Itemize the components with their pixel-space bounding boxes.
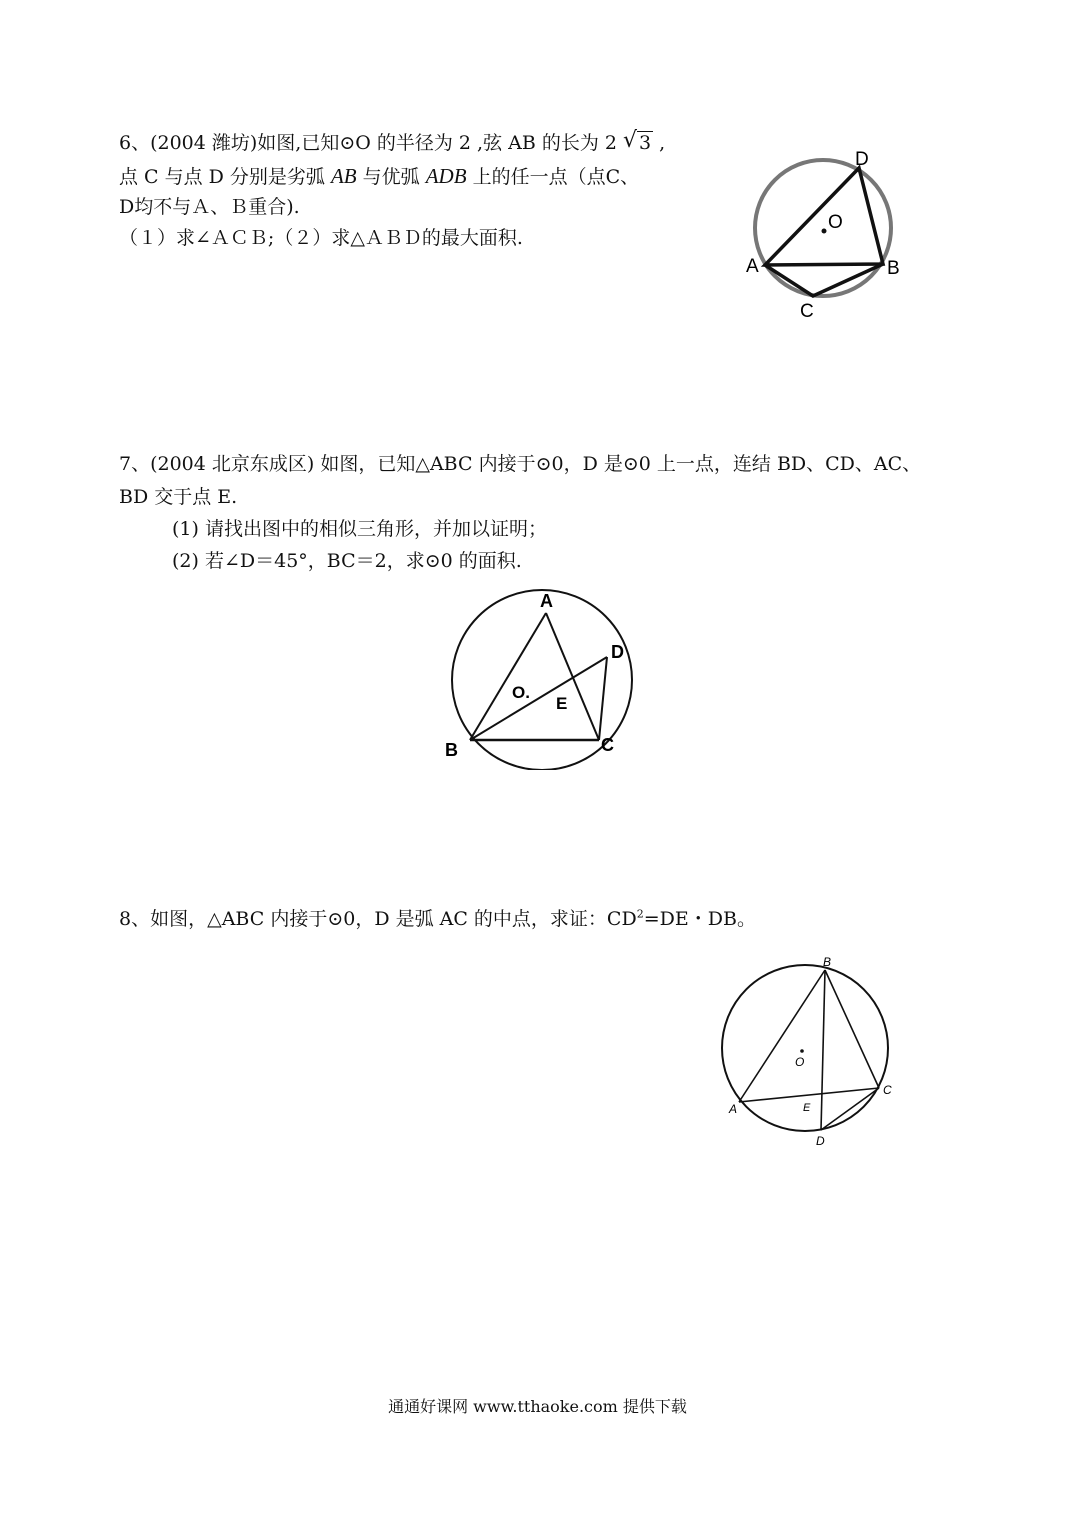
arc-ab: AB	[330, 164, 357, 188]
q7-sub1: (1) 请找出图中的相似三角形，并加以证明；	[172, 518, 547, 540]
q8-label-a: A	[729, 1102, 738, 1116]
footer-text: 通通好课网 www.tthaoke.com 提供下载	[388, 1397, 687, 1416]
q7-label-b: B	[445, 740, 458, 760]
q7-line2: BD 交于点 E.	[119, 486, 238, 508]
q8-label-d: D	[816, 1134, 825, 1148]
q6-label-c: C	[800, 301, 814, 322]
q8-label-c: C	[883, 1083, 892, 1097]
sqrt-symbol: √ 3	[623, 130, 653, 156]
q6-line2: 点 C 与点 D 分别是劣弧 AB 与优弧 ADB 上的任一点（点C、	[119, 164, 640, 188]
q6-label-d: D	[855, 149, 869, 170]
q7-line1: 7、(2004 北京东成区) 如图，已知△ABC 内接于⊙0，D 是⊙0 上一点，连结 BD、CD、AC、	[119, 453, 922, 475]
q7-sub2: (2) 若∠D＝45°，BC＝2，求⊙0 的面积.	[172, 550, 522, 572]
q8-label-b: B	[823, 955, 832, 969]
q8-label-o: O	[795, 1055, 805, 1069]
q6-triangle-abd	[765, 168, 883, 265]
q7-label-d: D	[611, 642, 624, 662]
q6-figure	[740, 140, 920, 330]
q7-label-o: O.	[512, 683, 530, 702]
q7-label-c: C	[601, 735, 614, 755]
q8-line1: 8、如图，△ABC 内接于⊙0，D 是弧 AC 的中点，求证：$CD^2=DE$・DB。	[119, 907, 756, 930]
q7-label-a: A	[540, 591, 553, 611]
q6-label-b: B	[887, 258, 900, 279]
q7-figure	[440, 585, 640, 770]
q6-center-dot	[822, 229, 827, 234]
q6-circle	[755, 160, 891, 296]
q8-center-dot	[800, 1049, 804, 1053]
q6-line4: （１）求∠ＡＣＢ;（２）求△ＡＢＤ的最大面积.	[119, 227, 523, 249]
arc-adb: ADB	[425, 164, 467, 188]
q6-line3: D均不与Ａ、Ｂ重合).	[119, 196, 300, 218]
q6-text-prefix: 6、(2004 潍坊)如图,已知⊙O 的半径为 2 ,弦 AB 的长为 2	[119, 132, 624, 154]
q8-label-e: E	[803, 1102, 811, 1114]
q6-line1: 6、(2004 潍坊)如图,已知⊙O 的半径为 2 ,弦 AB 的长为 2 √ 3 ,	[119, 130, 665, 156]
q8-figure	[715, 950, 905, 1150]
q6-label-o: O	[828, 212, 843, 233]
q6-label-a: A	[746, 256, 759, 277]
q7-label-e: E	[556, 694, 568, 713]
